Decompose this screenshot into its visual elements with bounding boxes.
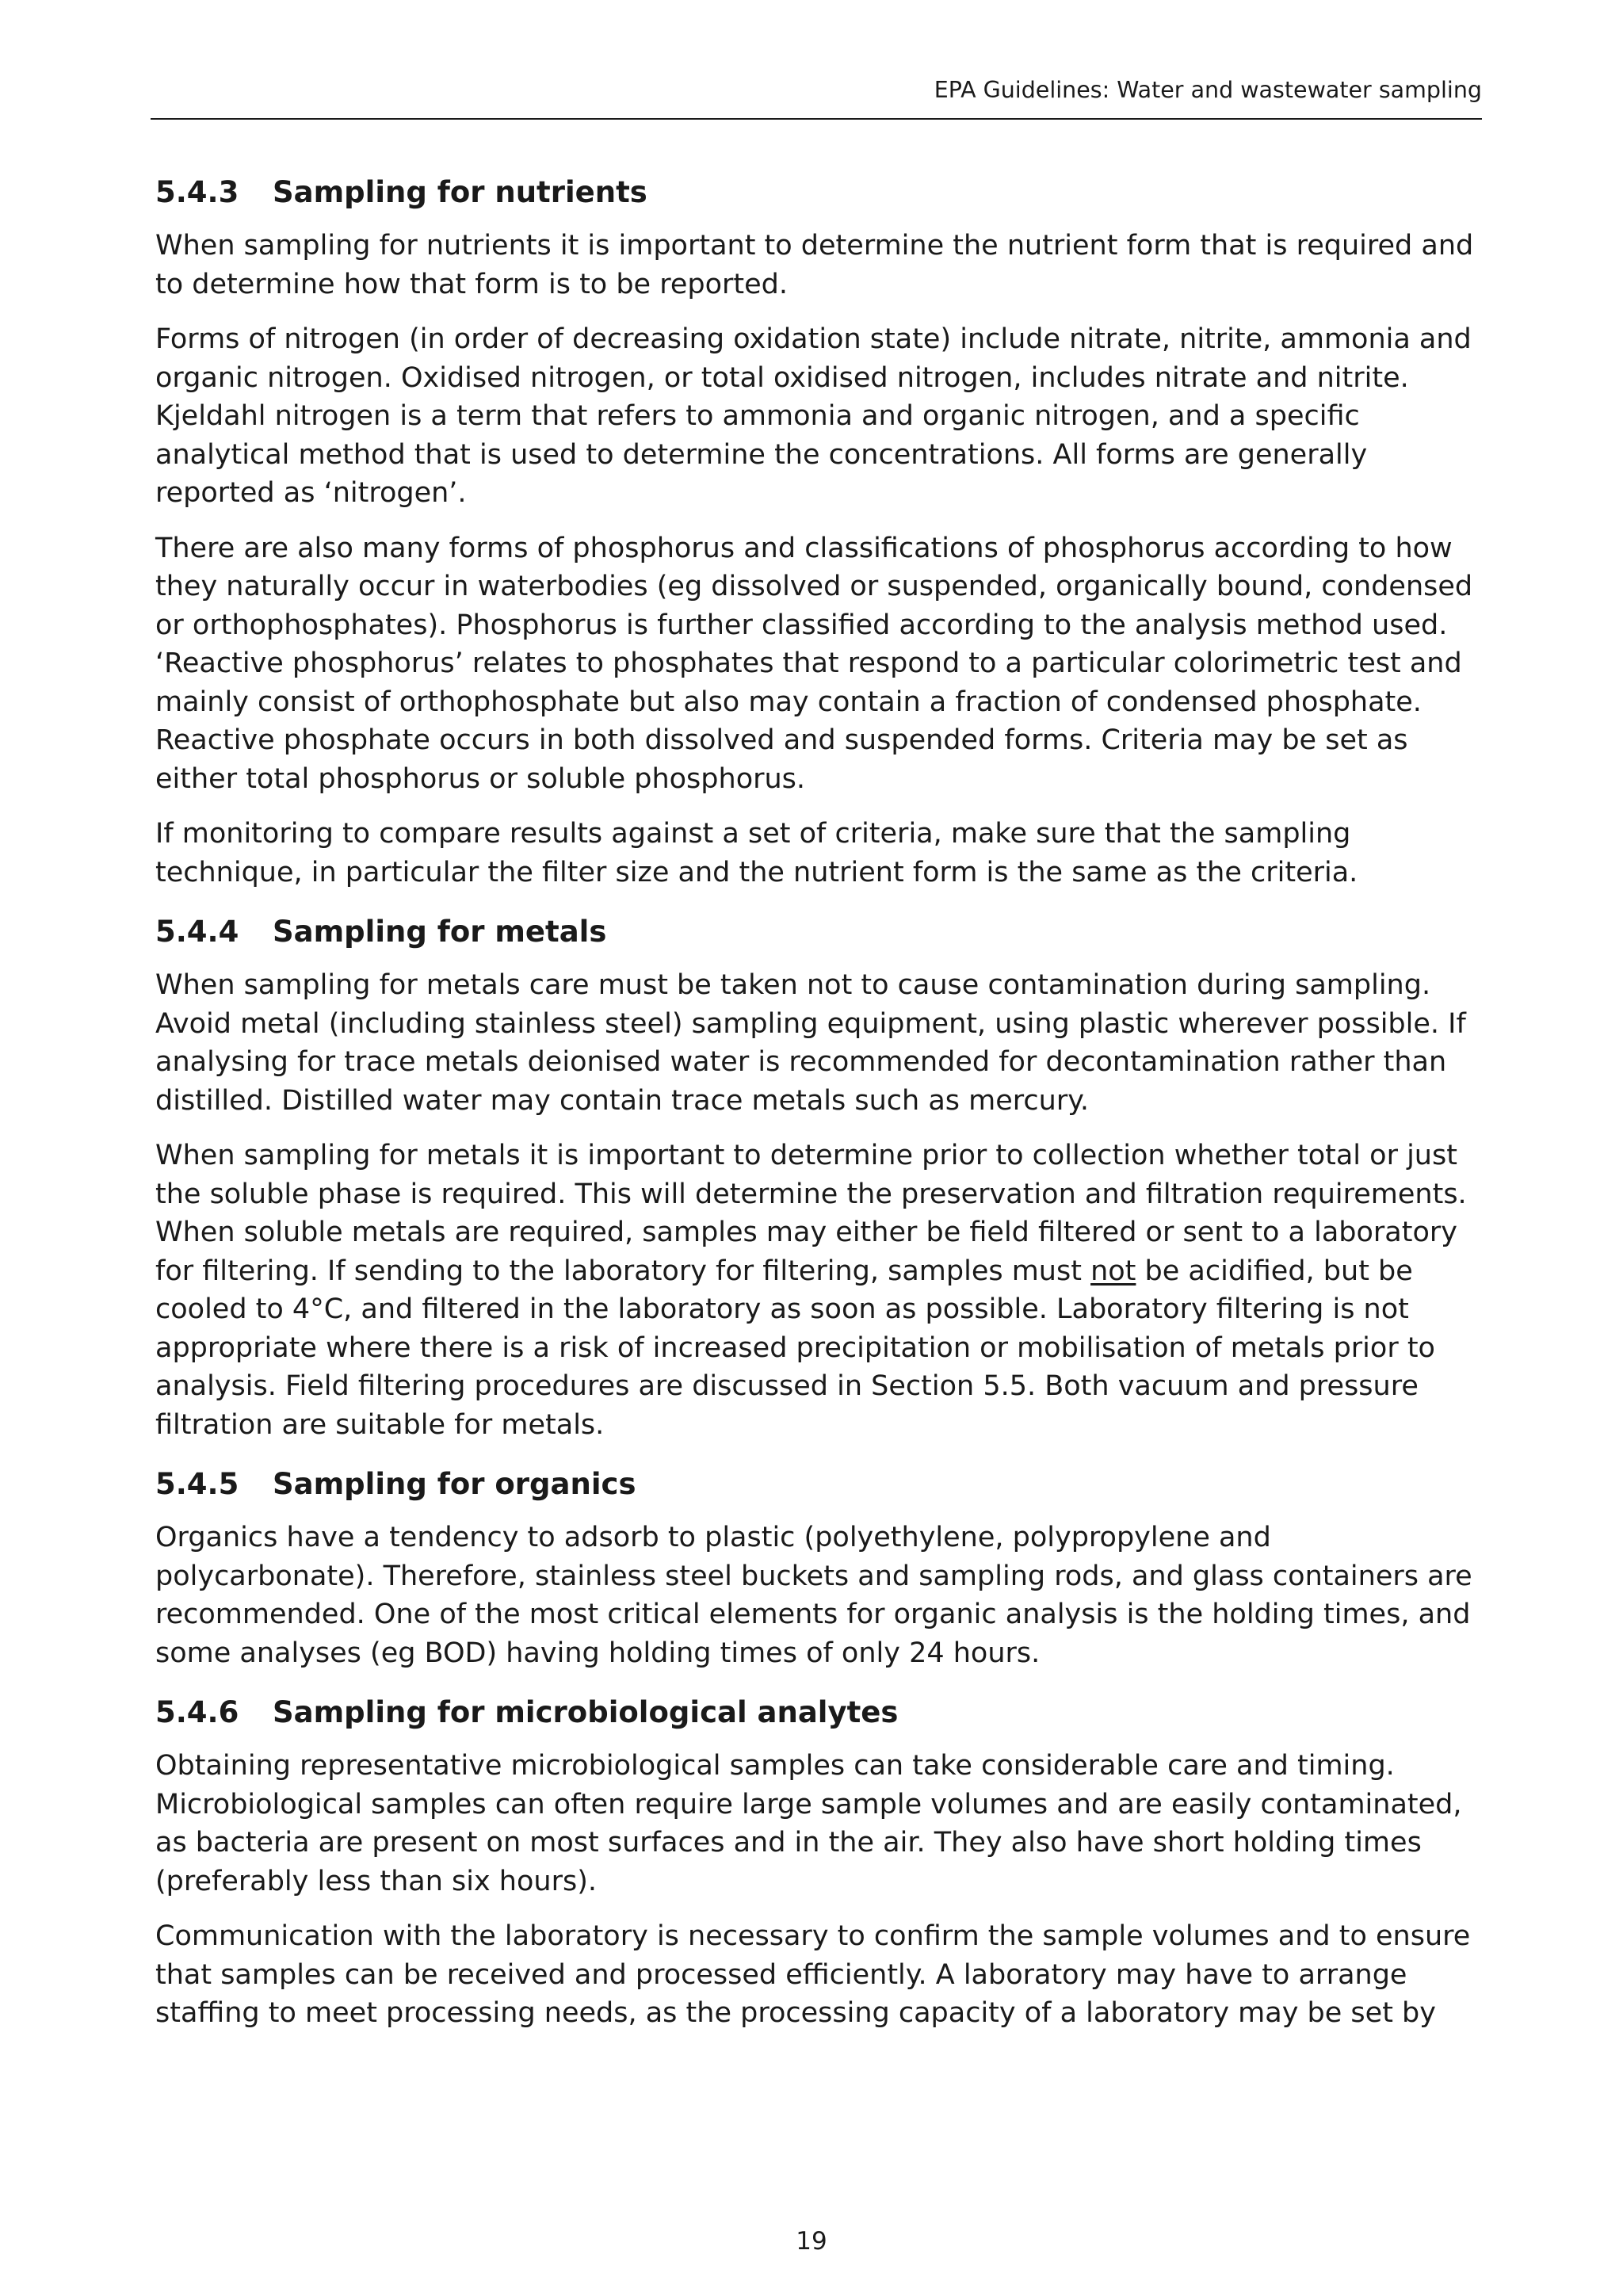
section-heading [155,173,1487,212]
running-header: EPA Guidelines: Water and wastewater sampling [934,77,1482,103]
page-number: 19 [796,2227,827,2256]
page-content [155,173,1487,2050]
section-number: 5.4.4 [155,915,239,949]
paragraph: Organics have a tendency to adsorb to plastic (polyethylene, polypropylene and polycarbonate). Therefore, stainless steel buckets and sampling rods, and glass containers are recommended. One of the most critical elements for organic analysis is the holding times, and some analyses (eg BOD) having holding times of only 24 hours. [155,1522,1472,1669]
section-sampling-for-organics [155,1465,1487,1672]
section-title: Sampling for nutrients [273,175,647,209]
paragraph-text: be acidified, but be cooled to 4°C, and filtered in the laboratory as soon as possible. Laboratory filtering is not appropriate where there is a risk of increased precipitation or mobilisation of metals prior to analysis. Field filtering procedures are discussed in Section 5.5. Both vacuum and pressure filtration are suitable for metals. [155,1255,1435,1441]
section-sampling-for-microbiological-analytes [155,1693,1487,2033]
paragraph: If monitoring to compare results against a set of criteria, make sure that the sampling technique, in particular the filter size and the nutrient form is the same as the criteria. [155,818,1358,888]
section-number: 5.4.3 [155,175,239,209]
paragraph-filtering [155,1137,1487,1444]
section-heading [155,1693,1487,1733]
paragraph: Communication with the laboratory is necessary to confirm the sample volumes and to ensure that samples can be received and processed efficiently. A laboratory may have to arrange staffing to meet processing needs, as the processing capacity of a laboratory may be set by [155,1920,1471,2029]
paragraph-text: When sampling for metals it is important to determine prior to collection whether total or just the soluble phase is required. This will determine the preservation and filtration requirements. When soluble metals are required, samples may either be field filtered or sent to a laboratory for filtering. If sending to the laboratory for filtering, samples must [155,1140,1467,1287]
paragraph: Forms of nitrogen (in order of decreasing oxidation state) include nitrate, nitrite, ammonia and organic nitrogen. Oxidised nitrogen, or total oxidised nitrogen, includes nitrate and nitrite. Kjeldahl nitrogen is a term that refers to ammonia and organic nitrogen, and a specific analytical method that is used to determine the concentrations. All forms are generally reported as ‘nitrogen’. [155,323,1472,509]
section-number: 5.4.5 [155,1467,239,1501]
section-heading [155,1465,1487,1504]
section-title: Sampling for metals [273,915,607,949]
paragraph: When sampling for metals care must be taken not to cause contamination during sampling. Avoid metal (including stainless steel) sampling equipment, using plastic wherever possible. If analysing for trace metals deionised water is recommended for decontamination rather than distilled. Distilled water may contain trace metals such as mercury. [155,969,1466,1117]
paragraph: When sampling for nutrients it is important to determine the nutrient form that is required and to determine how that form is to be reported. [155,230,1474,300]
paragraph: There are also many forms of phosphorus and classifications of phosphorus according to how they naturally occur in waterbodies (eg dissolved or suspended, organically bound, condensed or orthophosphates). Phosphorus is further classified according to the analysis method used. ‘Reactive phosphorus’ relates to phosphates that respond to a particular colorimetric test and mainly consist of orthophosphate but also may contain a fraction of condensed phosphate. Reactive phosphate occurs in both dissolved and suspended forms. Criteria may be set as either total phosphorus or soluble phosphorus. [155,532,1473,795]
underlined-emphasis: not [1090,1255,1136,1287]
section-heading [155,912,1487,952]
section-number: 5.4.6 [155,1695,239,1729]
header-rule [151,118,1482,120]
section-sampling-for-nutrients [155,173,1487,892]
paragraph: Obtaining representative microbiological samples can take considerable care and timing. Microbiological samples can often require large sample volumes and are easily contaminated, as bacteria are present on most surfaces and in the air. They also have short holding times (preferably less than six hours). [155,1750,1462,1897]
section-title: Sampling for microbiological analytes [273,1695,899,1729]
section-title: Sampling for organics [273,1467,636,1501]
section-sampling-for-metals [155,912,1487,1444]
